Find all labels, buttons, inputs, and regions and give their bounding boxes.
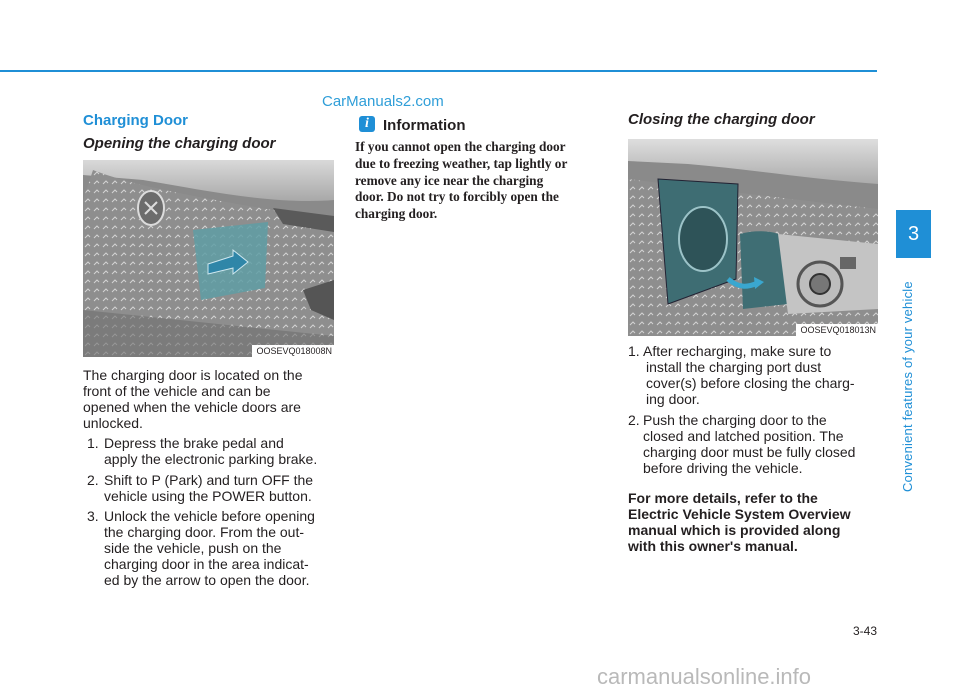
step-line: the charging door. From the out- [104,524,304,540]
info-line: due to freezing weather, tap lightly or [355,155,568,171]
figure-label: OOSEVQ018013N [796,324,878,336]
information-icon: i [359,116,375,132]
intro-line: front of the vehicle and can be [83,383,271,399]
step-line: ing door. [646,391,700,407]
step-line: install the charging port dust [646,359,822,375]
intro-line: opened when the vehicle doors are [83,399,301,415]
watermark-top: CarManuals2.com [322,93,444,110]
step-number: 2. [87,472,99,488]
car-front-illustration [83,160,334,357]
step-line: ed by the arrow to open the door. [104,572,310,588]
intro-line: The charging door is located on the [83,367,303,383]
step-line: apply the electronic parking brake. [104,451,318,467]
information-body [355,139,604,223]
step-line: Push the charging door to the [643,412,827,428]
note-line: Electric Vehicle System Overview [628,506,851,522]
section-title: Charging Door [83,112,188,129]
note-line: For more details, refer to the [628,490,818,506]
figure-closing-charging-door [628,139,878,336]
step-line: Depress the brake pedal and [104,435,284,451]
figure-opening-charging-door [83,160,334,357]
intro-paragraph [83,367,334,431]
subtitle-closing: Closing the charging door [628,111,815,128]
step-line: side the vehicle, push on the [104,540,282,556]
chapter-title [896,266,920,492]
information-title: Information [383,117,466,134]
step-line: cover(s) before closing the charg- [646,375,855,391]
watermark-bottom: carmanualsonline.info [597,664,812,689]
chapter-title-text: Convenient features of your vehicle [900,281,915,492]
note-line: with this owner's manual. [628,538,798,554]
info-line: door. Do not try to forcibly open the [355,189,559,205]
step-number: 2. [628,412,640,428]
chapter-number-tab: 3 [896,210,931,258]
charging-port-illustration [628,139,878,336]
intro-line: unlocked. [83,415,143,431]
step-line: before driving the vehicle. [643,460,803,476]
more-details-note [628,490,878,554]
figure-label: OOSEVQ018008N [252,345,334,357]
step-line: charging door must be fully closed [643,444,856,460]
info-line: If you cannot open the charging door [355,139,566,154]
note-line: manual which is provided along [628,522,841,538]
step-line: After recharging, make sure to [643,343,832,359]
step-line: Unlock the vehicle before opening [104,508,315,524]
info-line: remove any ice near the charging [355,172,544,188]
step-line: charging door in the area indicat- [104,556,309,572]
page-number: 3-43 [852,624,877,638]
step-line: vehicle using the POWER button. [104,488,312,504]
step-number: 3. [87,508,99,524]
info-line: charging door. [355,206,438,222]
step-number: 1. [87,435,99,451]
step-line: closed and latched position. The [643,428,844,444]
top-rule [0,70,877,72]
step-line: Shift to P (Park) and turn OFF the [104,472,314,488]
subtitle-opening: Opening the charging door [83,135,276,152]
step-number: 1. [628,343,640,359]
